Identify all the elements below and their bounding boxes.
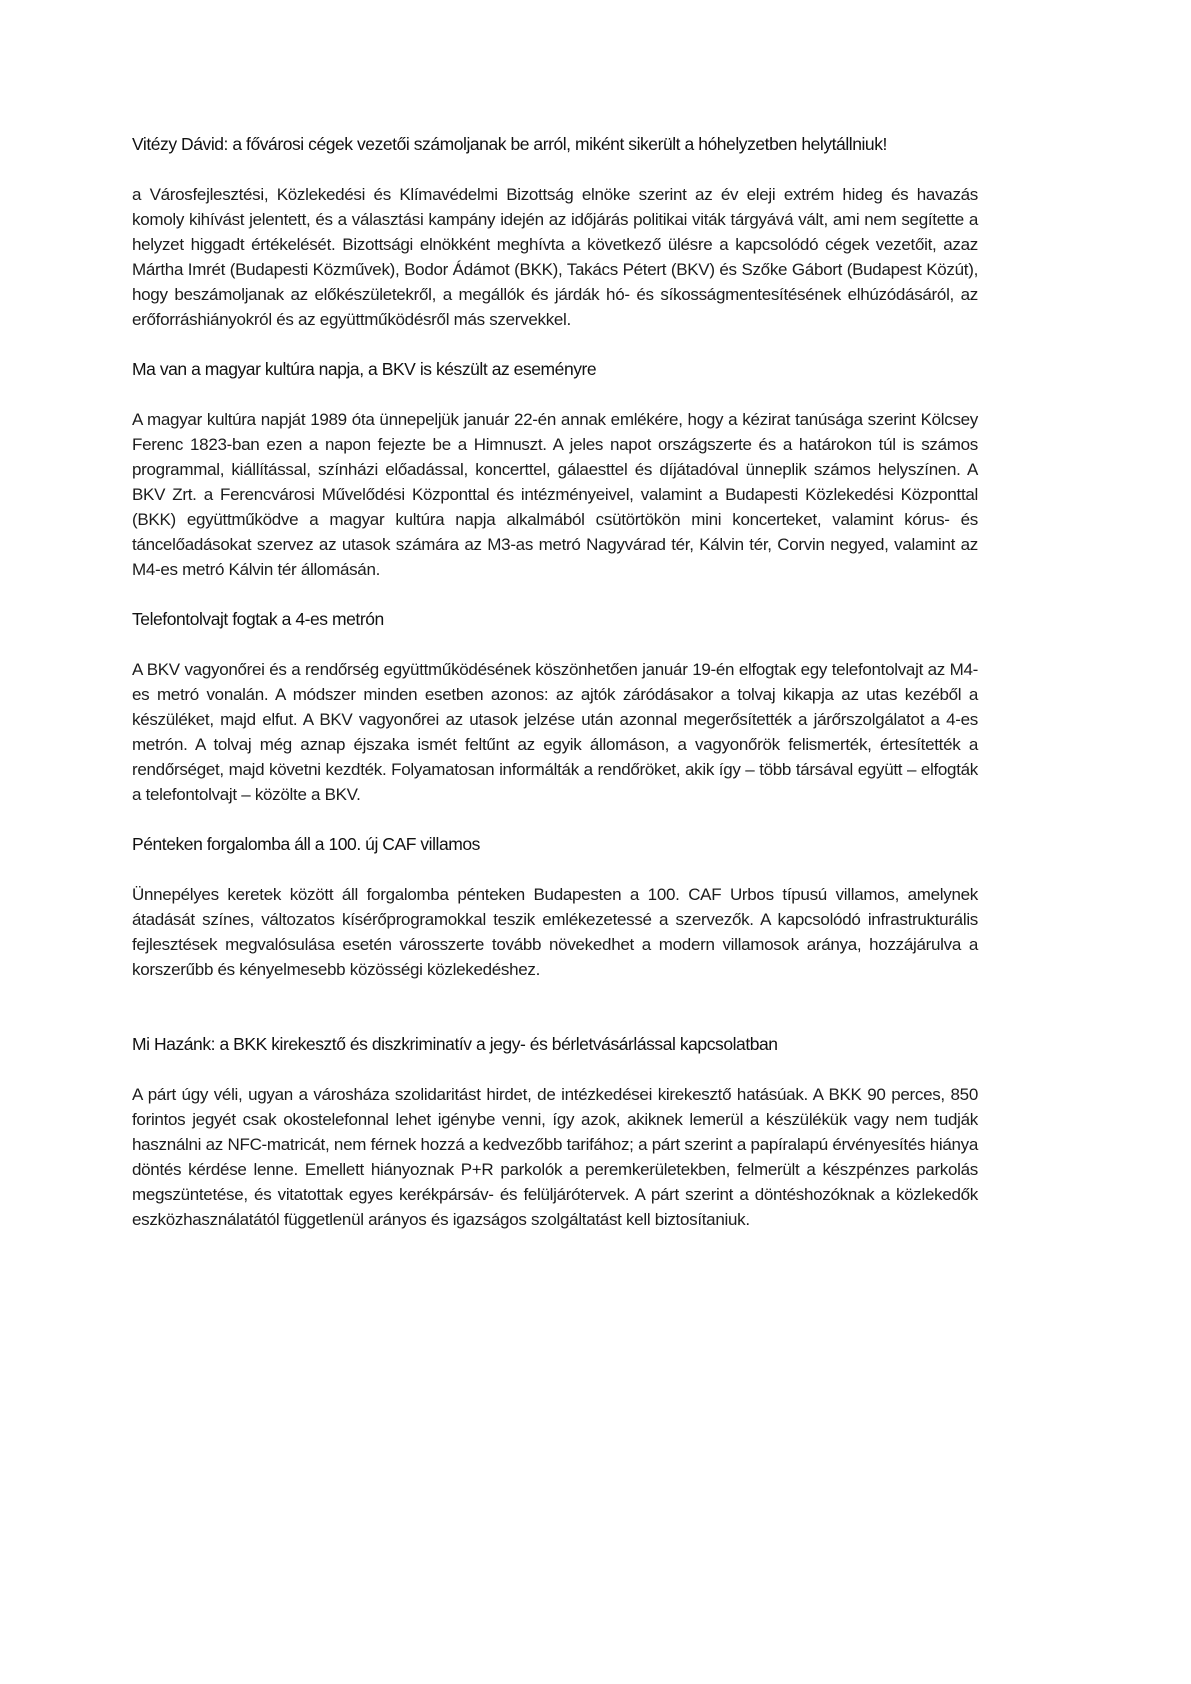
article-vitezy	[132, 132, 978, 357]
article-headline: Telefontolvajt fogtak a 4-es metrón	[132, 609, 384, 629]
article-caf-villamos	[132, 832, 978, 1032]
article-body: A magyar kultúra napját 1989 óta ünnepeljük január 22-én annak emlékére, hogy a kézirat tanúsága szerint Kölcsey Ferenc 1823-ban ezen a napon fejezte be a Himnuszt. A jeles napot országszerte és a határokon túl is számos programmal, kiállítással, színházi előadással, koncerttel, gálaesttel és díjátadóval ünneplik számos helyszínen. A BKV Zrt. a Ferencvárosi Művelődési Központtal és intézményeivel, valamint a Budapesti Közlekedési Központtal (BKK) együttműködve a magyar kultúra napja alkalmából csütörtökön mini koncerteket, valamint kórus- és táncelőadásokat szervez az utasok számára az M3-as metró Nagyvárad tér, Kálvin tér, Corvin negyed, valamint az M4-es metró Kálvin tér állomásán.	[132, 410, 978, 579]
article-headline: Ma van a magyar kultúra napja, a BKV is készült az eseményre	[132, 359, 597, 379]
article-headline: Vitézy Dávid: a fővárosi cégek vezetői számoljanak be arról, miként sikerült a hóhelyzetben helytállniuk!	[132, 134, 887, 154]
document-page	[132, 132, 978, 1232]
article-body: A párt úgy véli, ugyan a városháza szolidaritást hirdet, de intézkedései kirekesztő hatásúak. A BKK 90 perces, 850 forintos jegyét csak okostelefonnal lehet igénybe venni, így azok, akiknek lemerül a készülékük vagy nem tudják használni az NFC-matricát, nem férnek hozzá a kedvezőbb tarifához; a párt szerint a papíralapú érvényesítés hiánya döntés kérdése lenne. Emellett hiányoznak P+R parkolók a peremkerületekben, felmerült a készpénzes parkolás megszüntetése, és vitatottak egyes kerékpársáv- és felüljárótervek. A párt szerint a döntéshozóknak a közlekedők eszközhasználatától függetlenül arányos és igazságos szolgáltatást kell biztosítaniuk.	[132, 1085, 978, 1229]
article-body: A BKV vagyonőrei és a rendőrség együttműködésének köszönhetően január 19-én elfogtak egy telefontolvajt az M4-es metró vonalán. A módszer minden esetben azonos: az ajtók záródásakor a tolvaj kikapja az utas kezéből a készüléket, majd elfut. A BKV vagyonőrei az utasok jelzése után azonnal megerősítették a járőrszolgálatot a 4-es metrón. A tolvaj még aznap éjszaka ismét feltűnt az egyik állomáson, a vagyonőrök felismerték, értesítették a rendőrséget, majd követni kezdték. Folyamatosan informálták a rendőröket, akik így – több társával együtt – elfogták a telefontolvajt – közölte a BKV.	[132, 660, 978, 804]
article-body: Ünnepélyes keretek között áll forgalomba pénteken Budapesten a 100. CAF Urbos típusú villamos, amelynek átadását színes, változatos kísérőprogramokkal teszik emlékezetessé a szervezők. A kapcsolódó infrastrukturális fejlesztések megvalósulása esetén városszerte tovább növekedhet a modern villamosok aránya, hozzájárulva a korszerűbb és kényelmesebb közösségi közlekedéshez.	[132, 885, 978, 979]
article-mi-hazank	[132, 1032, 978, 1232]
article-headline: Pénteken forgalomba áll a 100. új CAF villamos	[132, 834, 480, 854]
article-body: a Városfejlesztési, Közlekedési és Klímavédelmi Bizottság elnöke szerint az év eleji extrém hideg és havazás komoly kihívást jelentett, és a választási kampány idején az időjárás politikai viták tárgyává vált, ami nem segítette a helyzet higgadt értékelését. Bizottsági elnökként meghívta a következő ülésre a kapcsolódó cégek vezetőit, azaz Mártha Imrét (Budapesti Közművek), Bodor Ádámot (BKK), Takács Pétert (BKV) és Szőke Gábort (Budapest Közút), hogy beszámoljanak az előkészületekről, a megállók és járdák hó- és síkosságmentesítésének elhúzódásáról, az erőforráshiányokról és az együttműködésről más szervekkel.	[132, 185, 978, 329]
article-headline: Mi Hazánk: a BKK kirekesztő és diszkriminatív a jegy- és bérletvásárlással kapcsolatban	[132, 1034, 778, 1054]
article-kultura-napja	[132, 357, 978, 607]
article-telefontolvaj	[132, 607, 978, 832]
